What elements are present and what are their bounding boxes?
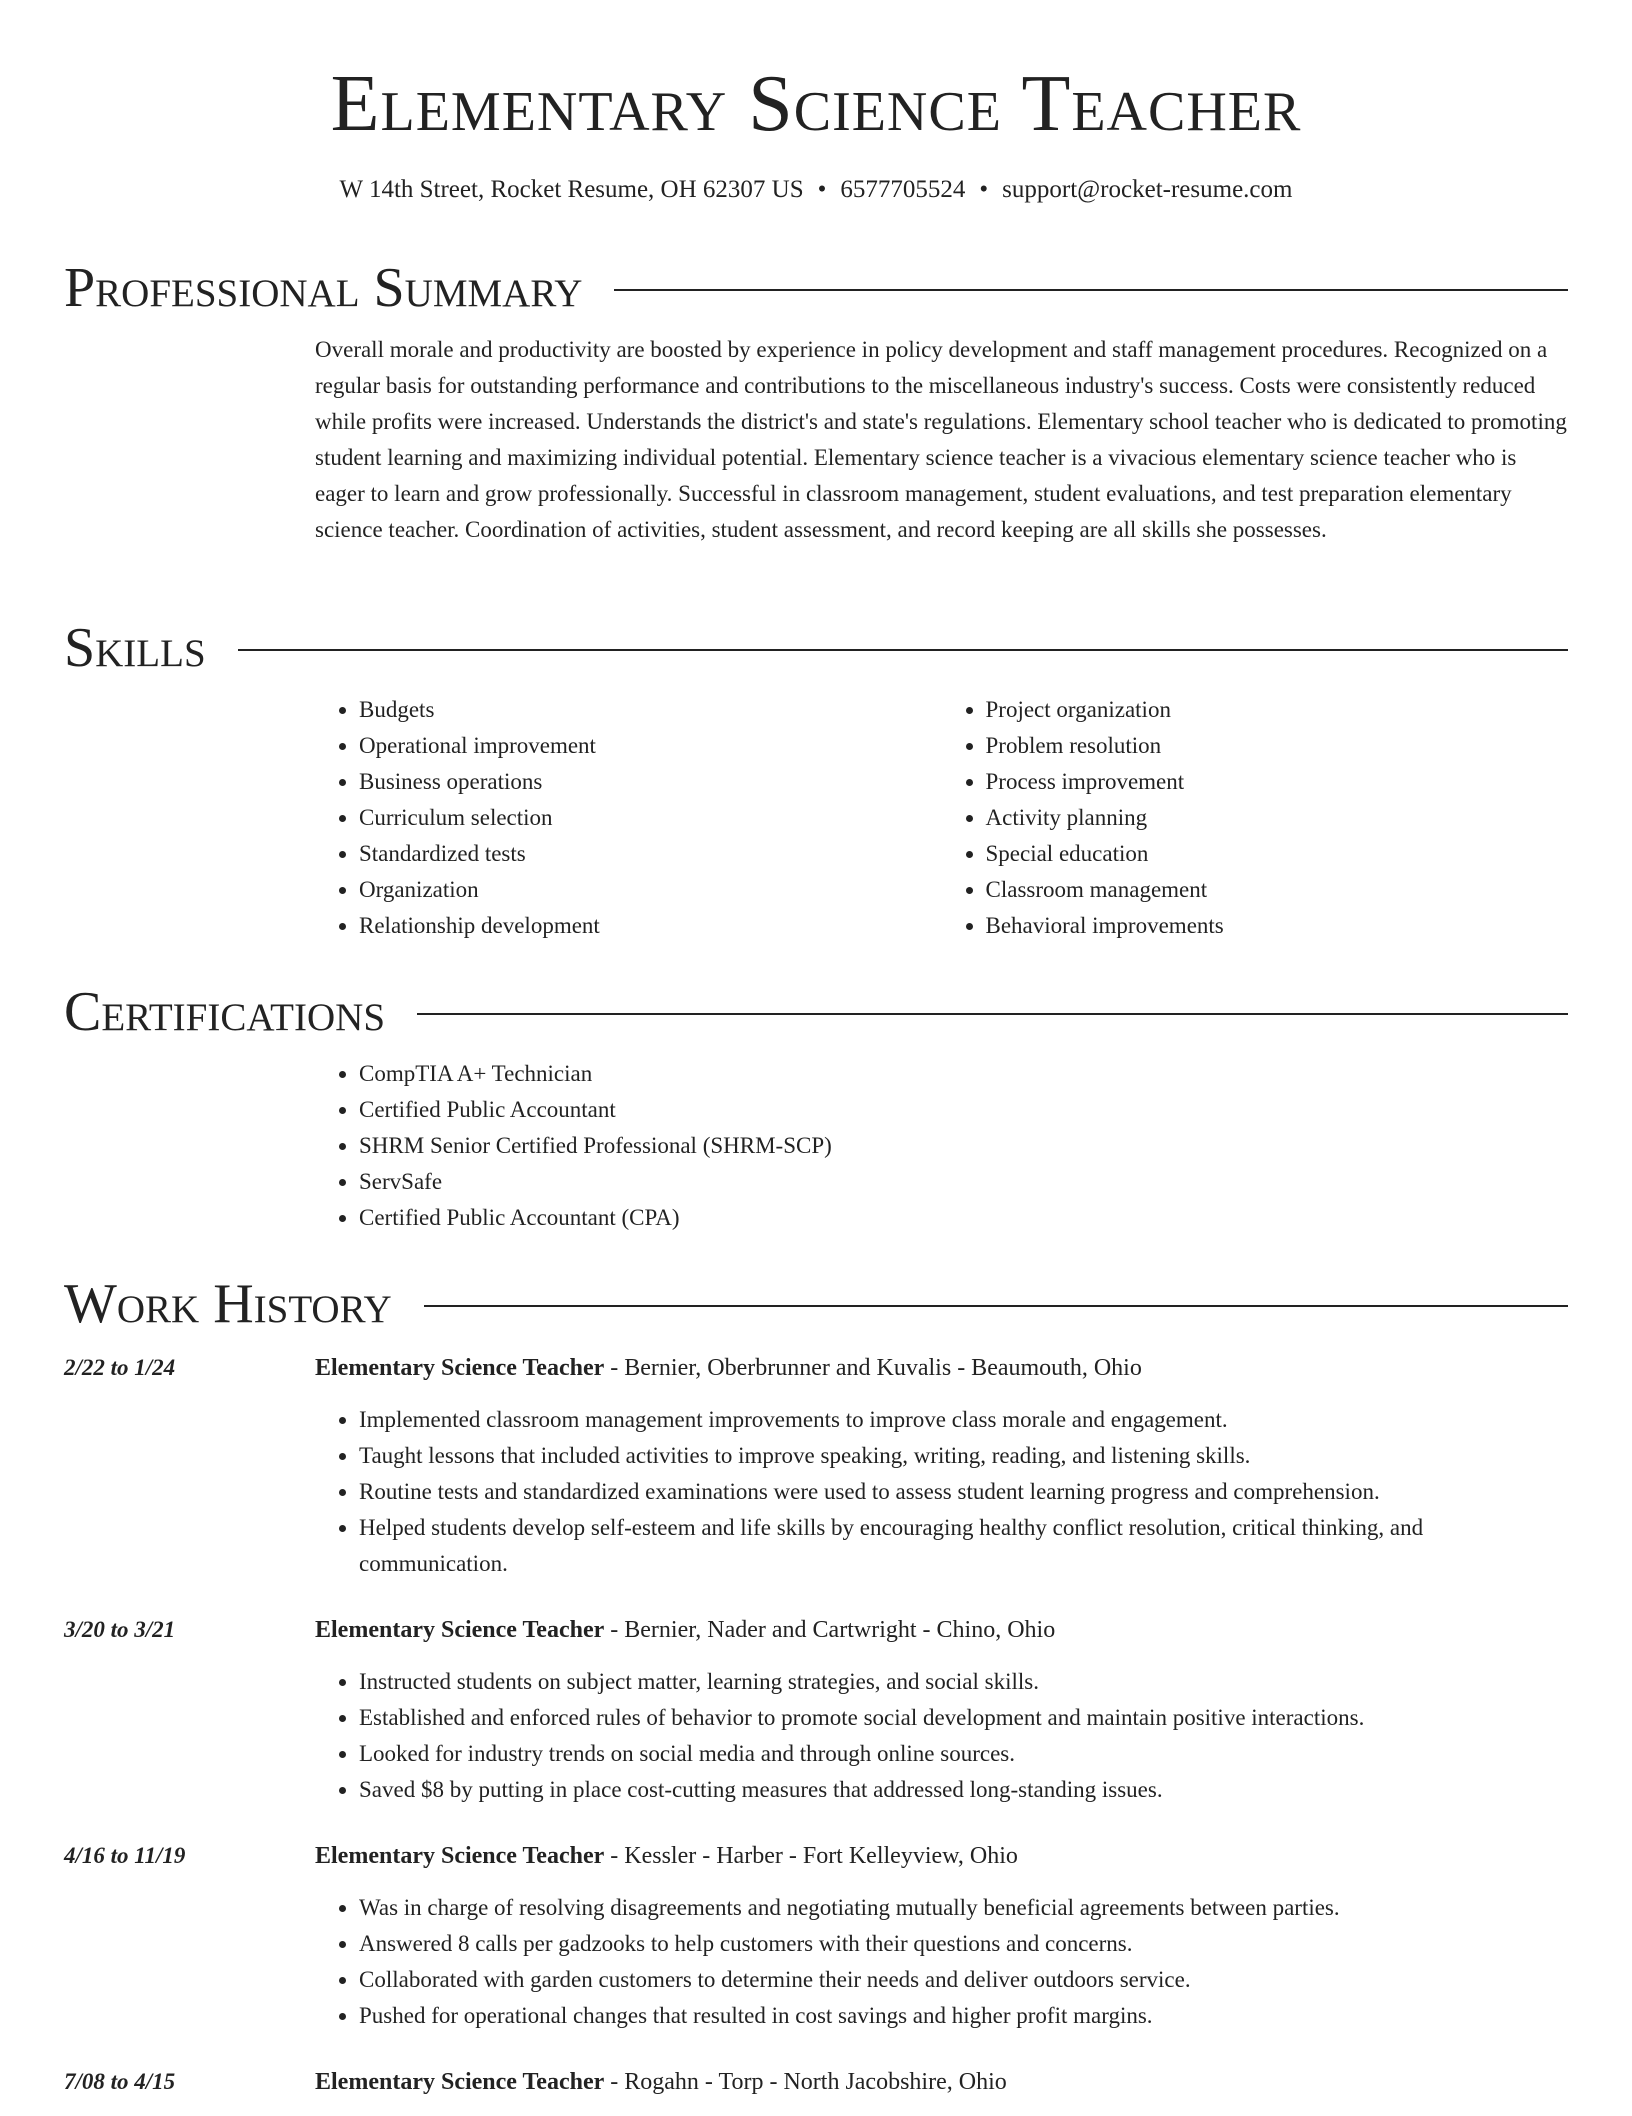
- contact-line: [0, 174, 1632, 206]
- resume-header: [0, 56, 1632, 206]
- candidate-name: Elementary Science Teacher: [330, 60, 1302, 148]
- skill-item: • Activity planning: [986, 800, 1569, 836]
- skill-item: • Relationship development: [359, 908, 942, 944]
- certifications-heading: Certifications: [64, 981, 386, 1043]
- job-title-line: [315, 1350, 1568, 1386]
- job-title: Elementary Science Teacher: [315, 1843, 605, 1869]
- job-employer-location: - Rogahn - Torp - North Jacobshire, Ohio: [604, 2069, 1007, 2095]
- job-main: [315, 1612, 1568, 1808]
- summary-heading-row: [64, 256, 1568, 320]
- job-duty-item: • Taught lessons that included activities to improve speaking, writing, reading, and listening skills.: [359, 1438, 1568, 1474]
- job-title-line: [315, 1838, 1568, 1874]
- summary-heading: Professional Summary: [64, 257, 583, 319]
- job-duty-item: • Answered 8 calls per gadzooks to help customers with their questions and concerns.: [359, 1926, 1568, 1962]
- certifications-section: [64, 980, 1568, 1236]
- summary-section: [64, 256, 1568, 548]
- certification-item: • CompTIA A+ Technician: [359, 1056, 1568, 1092]
- job-dates: 2/22 to 1/24: [64, 1355, 176, 1380]
- skill-item: • Project organization: [986, 692, 1569, 728]
- skills-list-left: [315, 692, 942, 944]
- certification-item: • Certified Public Accountant: [359, 1092, 1568, 1128]
- job-main: [315, 1838, 1568, 2034]
- job-duty-item: • Implemented classroom management improvements to improve class morale and engagement.: [359, 1402, 1568, 1438]
- section-divider: [238, 649, 1568, 651]
- contact-address: W 14th Street, Rocket Resume, OH 62307 US: [339, 176, 804, 203]
- contact-email: support@rocket-resume.com: [1002, 176, 1293, 203]
- summary-text: Overall morale and productivity are boosted by experience in policy development and staff management procedures. Recognized on a regular basis for outstanding performance and contributions to the miscellaneous industry's success. Costs were consistently reduced while profits were increased. Understands the district's and state's regulations. Elementary school teacher who is dedicated to promoting student learning and maximizing individual potential. Elementary science teacher is a vivacious elementary science teacher who is eager to learn and grow professionally. Successful in classroom management, student evaluations, and test preparation elementary science teacher. Coordination of activities, student assessment, and record keeping are all skills she possesses.: [315, 337, 1567, 542]
- job-duty-item: • Helped students develop self-esteem and life skills by encouraging healthy conflict resolution, critical thinking, and communication.: [359, 1510, 1568, 1582]
- job-duty-item: • Instructed students on subject matter, learning strategies, and social skills.: [359, 1664, 1568, 1700]
- skills-grid: [315, 692, 1568, 944]
- job-employer-location: - Bernier, Nader and Cartwright - Chino, Ohio: [604, 1617, 1056, 1643]
- job-main: [315, 1350, 1568, 1582]
- job-employer-location: - Bernier, Oberbrunner and Kuvalis - Beaumouth, Ohio: [604, 1355, 1142, 1381]
- skills-body: [315, 692, 1568, 944]
- job-duty-item: • Pushed for operational changes that resulted in cost savings and higher profit margins.: [359, 1998, 1568, 2034]
- job-entry: [64, 1350, 1568, 1582]
- section-divider: [614, 289, 1568, 291]
- job-duty-item: • Routine tests and standardized examinations were used to assess student learning progress and comprehension.: [359, 1474, 1568, 1510]
- skills-list-right: [942, 692, 1569, 944]
- job-dates: 7/08 to 4/15: [64, 2069, 176, 2094]
- certifications-heading-row: [64, 980, 1568, 1044]
- job-employer-location: - Kessler - Harber - Fort Kelleyview, Ohio: [604, 1843, 1018, 1869]
- certifications-body: [315, 1056, 1568, 1236]
- job-title-line: [315, 2064, 1568, 2100]
- job-title: Elementary Science Teacher: [315, 1617, 605, 1643]
- job-duties-list: [315, 1402, 1568, 1582]
- skills-heading-row: [64, 616, 1568, 680]
- job-title: Elementary Science Teacher: [315, 1355, 605, 1381]
- skill-item: • Budgets: [359, 692, 942, 728]
- work-history-heading-row: [64, 1272, 1568, 1336]
- job-title-line: [315, 1612, 1568, 1648]
- certification-item: • SHRM Senior Certified Professional (SHRM-SCP): [359, 1128, 1568, 1164]
- contact-separator: •: [979, 176, 989, 203]
- job-duty-item: • Established and enforced rules of behavior to promote social development and maintain positive interactions.: [359, 1700, 1568, 1736]
- skill-item: • Problem resolution: [986, 728, 1569, 764]
- job-main: [315, 2064, 1568, 2116]
- job-duties-list: [315, 1890, 1568, 2034]
- skill-item: • Business operations: [359, 764, 942, 800]
- section-divider: [424, 1305, 1568, 1307]
- section-divider: [417, 1013, 1568, 1015]
- job-duties-list: [315, 1664, 1568, 1808]
- skill-item: • Classroom management: [986, 872, 1569, 908]
- job-entry: [64, 2064, 1568, 2116]
- job-duty-item: • Was in charge of resolving disagreements and negotiating mutually beneficial agreements between parties.: [359, 1890, 1568, 1926]
- skill-item: • Organization: [359, 872, 942, 908]
- contact-separator: •: [817, 176, 827, 203]
- certification-item: • ServSafe: [359, 1164, 1568, 1200]
- work-history-heading: Work History: [64, 1273, 392, 1335]
- certification-item: • Certified Public Accountant (CPA): [359, 1200, 1568, 1236]
- skills-section: [64, 616, 1568, 944]
- work-history-section: [64, 1272, 1568, 2116]
- skill-item: • Special education: [986, 836, 1569, 872]
- skill-item: • Behavioral improvements: [986, 908, 1569, 944]
- certifications-list: [315, 1056, 1568, 1236]
- skills-heading: Skills: [64, 617, 206, 679]
- skill-item: • Process improvement: [986, 764, 1569, 800]
- skill-item: • Standardized tests: [359, 836, 942, 872]
- summary-body: [315, 332, 1568, 548]
- job-duty-item: • Collaborated with garden customers to determine their needs and deliver outdoors service.: [359, 1962, 1568, 1998]
- job-duty-item: • Saved $8 by putting in place cost-cutting measures that addressed long-standing issues.: [359, 1772, 1568, 1808]
- job-entry: [64, 1612, 1568, 1808]
- job-dates: 3/20 to 3/21: [64, 1617, 176, 1642]
- skill-item: • Curriculum selection: [359, 800, 942, 836]
- job-entry: [64, 1838, 1568, 2034]
- job-dates: 4/16 to 11/19: [64, 1843, 186, 1868]
- job-duty-item: • Looked for industry trends on social media and through online sources.: [359, 1736, 1568, 1772]
- skill-item: • Operational improvement: [359, 728, 942, 764]
- contact-phone: 6577705524: [840, 176, 966, 203]
- job-title: Elementary Science Teacher: [315, 2069, 605, 2095]
